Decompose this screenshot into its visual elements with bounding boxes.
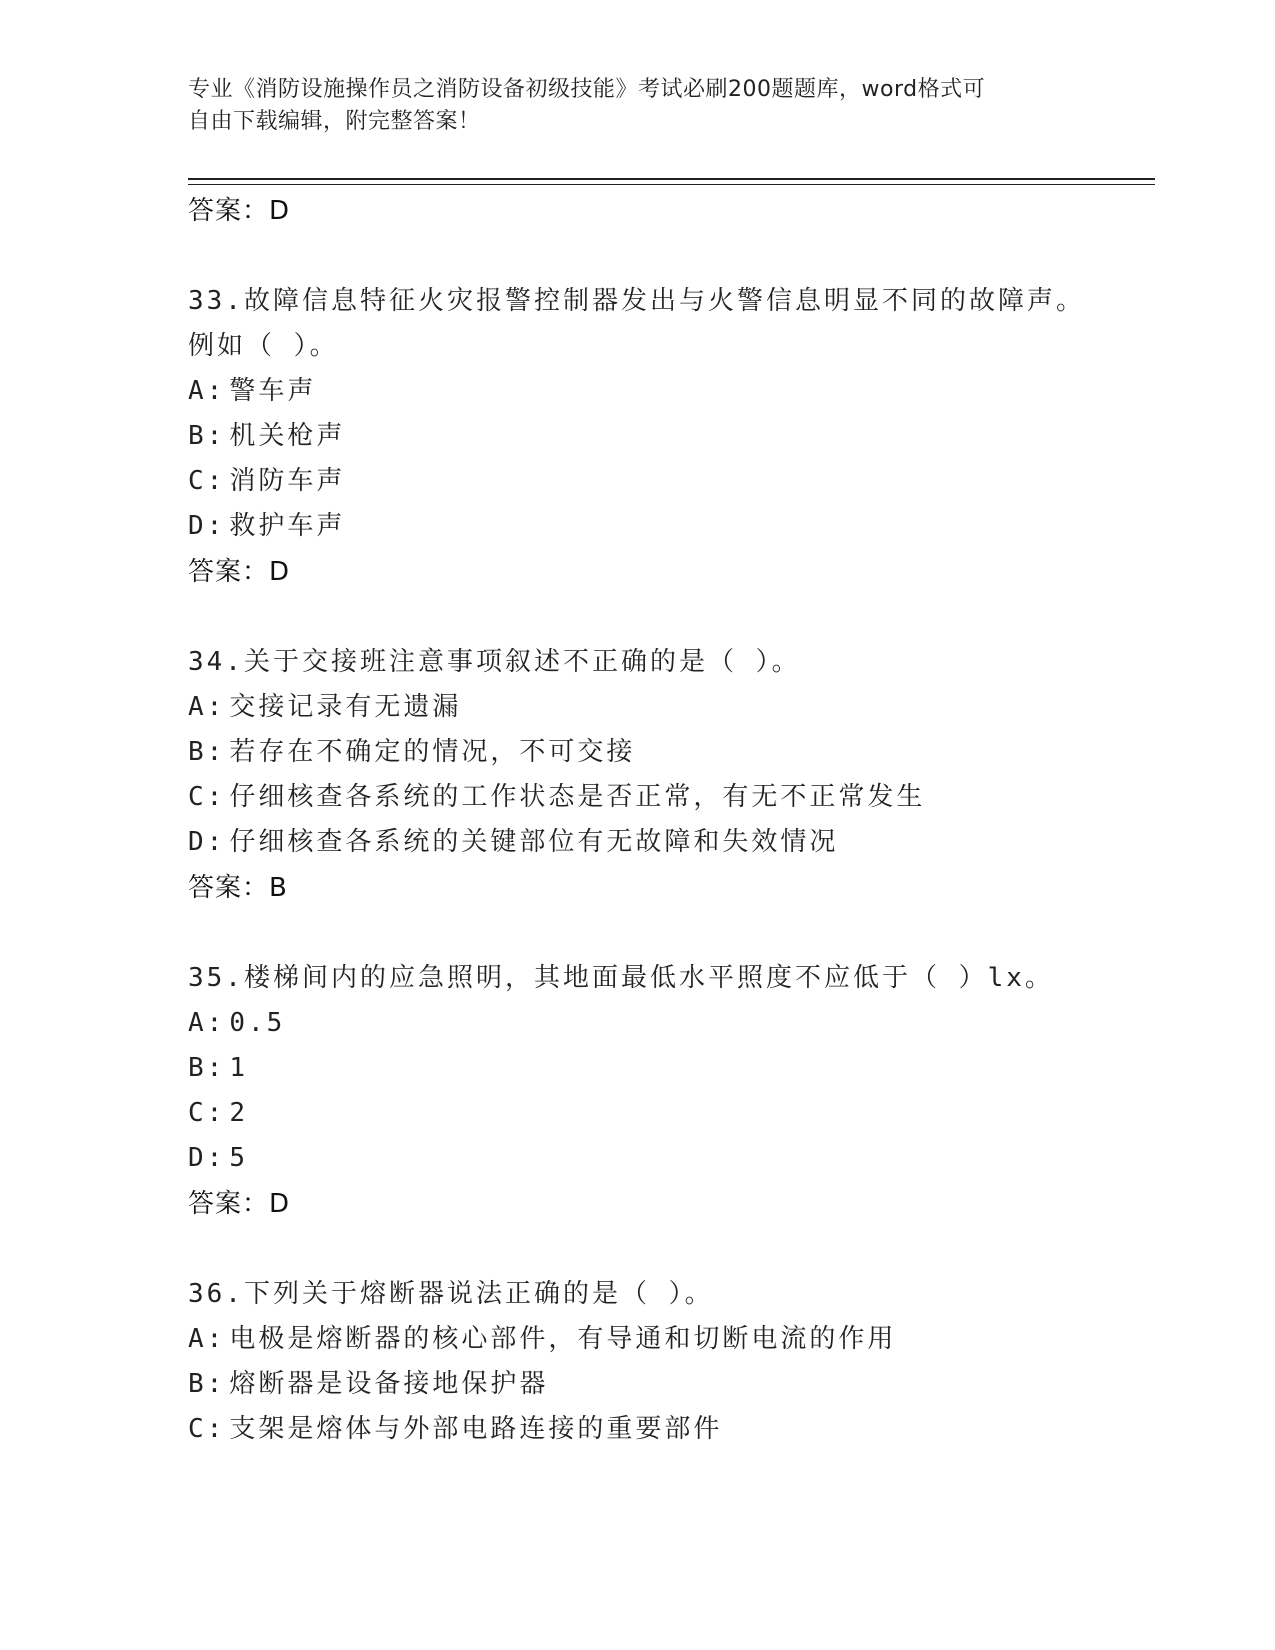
answer-line: 答案：D [188,557,291,587]
option-key: B: [188,1369,226,1399]
option-text: 支架是熔体与外部电路连接的重要部件 [229,1414,723,1444]
spacer [188,911,1148,956]
question-block [188,640,1148,911]
option-b [188,730,1148,775]
option-text: 5 [229,1143,248,1173]
option-text: 机关枪声 [229,421,346,451]
document-header [188,74,1068,138]
header-rule-thick [188,178,1155,180]
spacer [188,1227,1148,1272]
option-a [188,1001,1148,1046]
question-block [188,956,1148,1227]
option-b [188,1046,1148,1091]
option-a [188,1317,1148,1362]
option-text: 1 [229,1053,248,1083]
option-c [188,1407,1148,1452]
option-text: 若存在不确定的情况，不可交接 [229,737,636,767]
option-c [188,1091,1148,1136]
option-key: D: [188,511,226,541]
option-c [188,459,1148,504]
question-text: 34.关于交接班注意事项叙述不正确的是（ ）。 [188,647,801,677]
option-text: 仔细核查各系统的工作状态是否正常，有无不正常发生 [229,782,926,812]
option-b [188,414,1148,459]
option-b [188,1362,1148,1407]
question-list [188,188,1148,1452]
option-text: 交接记录有无遗漏 [229,692,462,722]
answer-line: 答案：D [188,1189,291,1219]
option-a [188,685,1148,730]
option-key: C: [188,466,226,496]
option-a [188,369,1148,414]
question-block [188,279,1148,595]
header-line-1: 专业《消防设施操作员之消防设备初级技能》考试必刷200题题库，word格式可 [188,77,986,102]
option-key: C: [188,1098,226,1128]
option-d [188,820,1148,865]
question-text: 36.下列关于熔断器说法正确的是（ ）。 [188,1279,714,1309]
option-text: 仔细核查各系统的关键部位有无故障和失效情况 [229,827,839,857]
question-block [188,1272,1148,1452]
question-text: 35.楼梯间内的应急照明，其地面最低水平照度不应低于（ ）lx。 [188,963,1054,993]
option-text: 警车声 [229,376,317,406]
question-text: 例如（ ）。 [188,331,339,361]
option-text: 0.5 [229,1008,286,1038]
option-key: A: [188,376,226,406]
option-key: D: [188,827,226,857]
option-d [188,1136,1148,1181]
option-text: 2 [229,1098,248,1128]
option-text: 消防车声 [229,466,346,496]
option-key: B: [188,737,226,767]
option-key: B: [188,1053,226,1083]
option-d [188,504,1148,549]
previous-answer: 答案：D [188,196,291,226]
header-line-2: 自由下载编辑，附完整答案！ [188,109,481,134]
header-rule-thin [188,184,1155,185]
option-key: C: [188,1414,226,1444]
option-text: 救护车声 [229,511,346,541]
answer-line: 答案：B [188,873,288,903]
option-key: A: [188,1324,226,1354]
spacer [188,595,1148,640]
question-text: 33.故障信息特征火灾报警控制器发出与火警信息明显不同的故障声。 [188,286,1085,316]
option-key: B: [188,421,226,451]
spacer [188,234,1148,279]
option-key: D: [188,1143,226,1173]
option-key: A: [188,692,226,722]
option-key: C: [188,782,226,812]
option-text: 电极是熔断器的核心部件，有导通和切断电流的作用 [229,1324,897,1354]
option-key: A: [188,1008,226,1038]
option-c [188,775,1148,820]
option-text: 熔断器是设备接地保护器 [229,1369,549,1399]
